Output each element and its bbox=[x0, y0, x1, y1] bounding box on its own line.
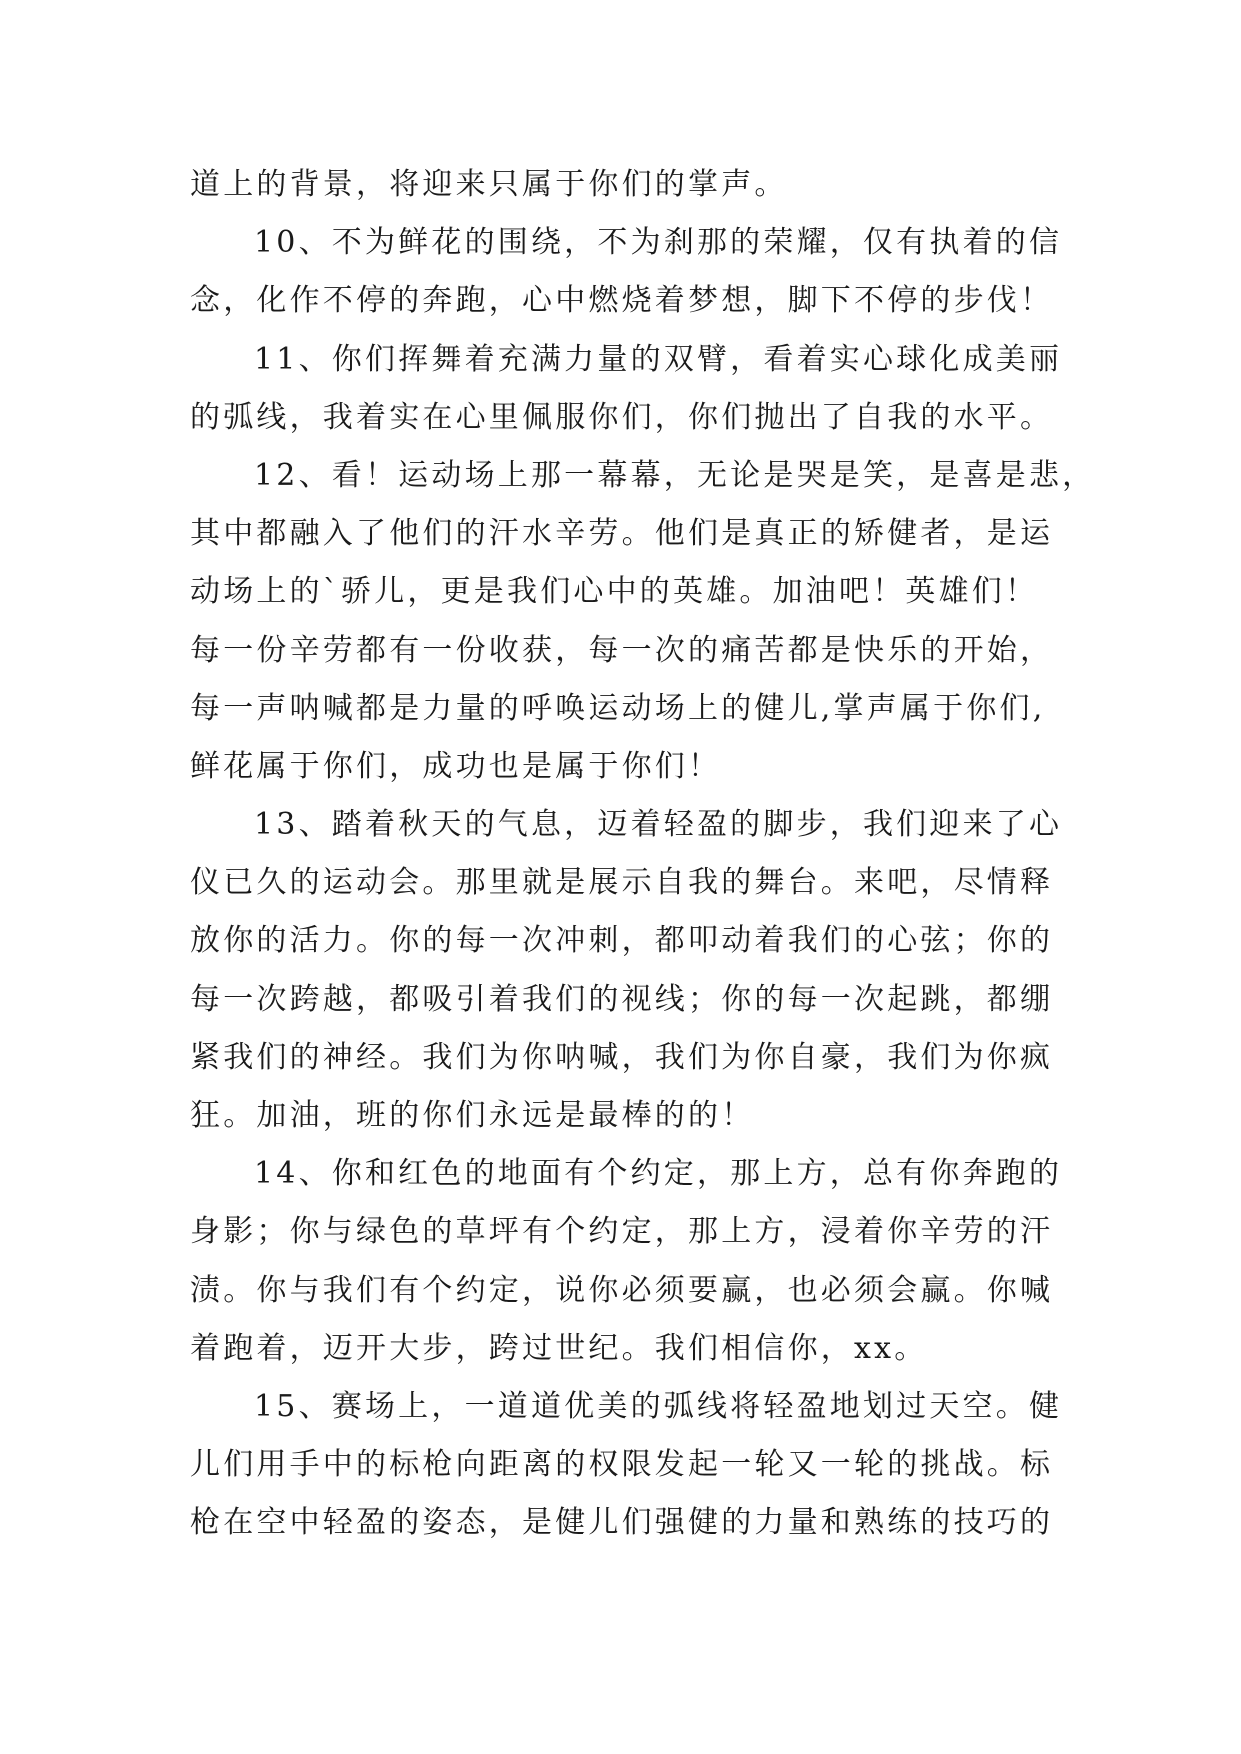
text-line: 15、赛场上，一道道优美的弧线将轻盈地划过天空。健 bbox=[254, 1388, 1063, 1424]
text-line: 紧我们的神经。我们为你呐喊，我们为你自豪，我们为你疯 bbox=[190, 1039, 1054, 1075]
text-line: 狂。加油，班的你们永远是最棒的的！ bbox=[190, 1098, 755, 1133]
text-line: 13、踏着秋天的气息，迈着轻盈的脚步，我们迎来了心 bbox=[254, 807, 1063, 843]
text-line: 身影；你与绿色的草坪有个约定，那上方，浸着你辛劳的汗 bbox=[190, 1214, 1054, 1250]
text-line: 念，化作不停的奔跑，心中燃烧着梦想，脚下不停的步伐！ bbox=[190, 283, 1054, 319]
document-body bbox=[190, 156, 1096, 1553]
text-line: 渍。你与我们有个约定，说你必须要赢，也必须会赢。你喊 bbox=[190, 1272, 1054, 1308]
text-line: 动场上的`骄儿，更是我们心中的英雄。加油吧！英雄们！ bbox=[190, 574, 1039, 610]
text-line: 道上的背景，将迎来只属于你们的掌声。 bbox=[190, 167, 788, 202]
text-line: 每一声呐喊都是力量的呼唤运动场上的健儿,掌声属于你们, bbox=[190, 690, 1046, 726]
text-line: 10、不为鲜花的围绕，不为刹那的荣耀，仅有执着的信 bbox=[254, 225, 1063, 261]
text-line: 着跑着，迈开大步，跨过世纪。我们相信你，xx。 bbox=[190, 1330, 928, 1366]
text-line: 每一次跨越，都吸引着我们的视线；你的每一次起跳，都绷 bbox=[190, 981, 1054, 1017]
text-line: 11、你们挥舞着充满力量的双臂，看着实心球化成美丽 bbox=[254, 341, 1063, 377]
text-line: 12、看！运动场上那一幕幕，无论是哭是笑，是喜是悲， bbox=[254, 457, 1096, 493]
text-line: 枪在空中轻盈的姿态，是健儿们强健的力量和熟练的技巧的 bbox=[190, 1505, 1054, 1541]
text-line: 每一份辛劳都有一份收获，每一次的痛苦都是快乐的开始， bbox=[190, 632, 1054, 668]
text-line: 的弧线，我着实在心里佩服你们，你们抛出了自我的水平。 bbox=[190, 399, 1054, 435]
text-line: 14、你和红色的地面有个约定，那上方，总有你奔跑的 bbox=[254, 1156, 1063, 1192]
text-line: 放你的活力。你的每一次冲刺，都叩动着我们的心弦；你的 bbox=[190, 923, 1054, 959]
text-line: 儿们用手中的标枪向距离的权限发起一轮又一轮的挑战。标 bbox=[190, 1447, 1054, 1483]
text-line: 仪已久的运动会。那里就是展示自我的舞台。来吧，尽情释 bbox=[190, 865, 1054, 901]
text-line: 其中都融入了他们的汗水辛劳。他们是真正的矫健者，是运 bbox=[190, 516, 1054, 552]
text-line: 鲜花属于你们，成功也是属于你们！ bbox=[190, 748, 722, 784]
